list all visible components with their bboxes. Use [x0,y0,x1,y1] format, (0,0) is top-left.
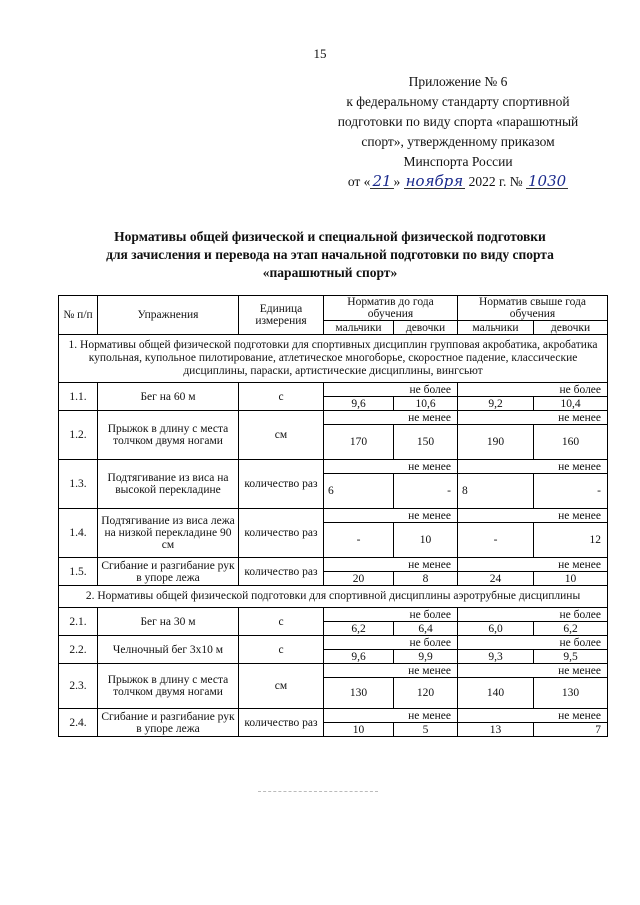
row-num: 1.1. [59,383,98,411]
row-unit: количество раз [239,558,324,586]
row-exercise: Прыжок в длину с места толчком двумя ногами [98,664,239,709]
row-condition: не менее [324,509,458,523]
title-line: для зачисления и перевода на этап начальной подготовки по виду спорта [106,247,554,262]
row-exercise: Прыжок в длину с места толчком двумя ногами [98,411,239,460]
row-num: 1.2. [59,411,98,460]
table-row [59,709,608,723]
row-condition: не более [458,383,608,397]
appendix-line: к федеральному стандарту спортивной [346,94,570,109]
value-girls: 10,4 [534,397,608,411]
row-condition: не менее [458,460,608,474]
value-girls: 130 [534,678,608,709]
row-exercise: Подтягивание из виса лежа на низкой перекладине 90 см [98,509,239,558]
header-boys: мальчики [458,321,534,335]
row-condition: не менее [324,558,458,572]
row-condition: не менее [458,664,608,678]
row-exercise: Челночный бег 3х10 м [98,636,239,664]
row-num: 2.4. [59,709,98,737]
header-boys: мальчики [324,321,394,335]
row-num: 1.3. [59,460,98,509]
value-boys: 24 [458,572,534,586]
value-girls: 9,9 [394,650,458,664]
row-unit: см [239,411,324,460]
value-girls: 7 [534,723,608,737]
value-boys: - [324,523,394,558]
row-condition: не менее [324,709,458,723]
value-boys: 190 [458,425,534,460]
title-line: «парашютный спорт» [262,265,398,280]
handwritten-month: ноября [405,172,464,190]
value-girls: 120 [394,678,458,709]
header-norm-up-to-year: Норматив до года обучения [324,296,458,321]
row-condition: не менее [458,709,608,723]
row-condition: не более [324,636,458,650]
section-1-title: 1. Нормативы общей физической подготовки для спортивных дисциплин групповая акробатика, акробатика купольная, купольное пилотирование, атлетическое многоборье, скоростное падение, классические дисциплины, параски, артистические дисциплины, вингсьют [59,335,608,383]
value-girls: 160 [534,425,608,460]
row-unit: количество раз [239,460,324,509]
value-boys: 9,6 [324,397,394,411]
value-boys: 9,2 [458,397,534,411]
handwritten-day: 21 [372,172,392,190]
section-row [59,586,608,608]
row-condition: не более [324,383,458,397]
table-row [59,411,608,425]
row-condition: не более [458,608,608,622]
value-girls: 6,4 [394,622,458,636]
date-mid: » [393,174,404,189]
date-prefix: от « [347,174,371,189]
appendix-line: спорт», утвержденному приказом [361,134,555,149]
value-boys: 6,0 [458,622,534,636]
appendix-title: Приложение № 6 [408,74,508,89]
header-unit: Единица измерения [239,296,324,335]
value-girls: 5 [394,723,458,737]
appendix-line: подготовки по виду спорта «парашютный [337,114,579,129]
value-boys: 10 [324,723,394,737]
table-row [59,509,608,523]
row-num: 1.4. [59,509,98,558]
row-condition: не более [324,608,458,622]
value-girls: 8 [394,572,458,586]
value-boys: 9,6 [324,650,394,664]
value-girls: 10 [534,572,608,586]
header-norm-over-year: Норматив свыше года обучения [458,296,608,321]
row-unit: с [239,383,324,411]
value-boys: 13 [458,723,534,737]
value-girls: 9,5 [534,650,608,664]
divider [258,791,378,792]
row-condition: не менее [458,558,608,572]
row-exercise: Бег на 60 м [98,383,239,411]
row-exercise: Подтягивание из виса на высокой перекладине [98,460,239,509]
row-condition: не менее [458,509,608,523]
value-girls: 12 [534,523,608,558]
document-title [60,228,600,282]
table-row [59,664,608,678]
page-number: 15 [313,46,327,61]
row-unit: количество раз [239,709,324,737]
row-num: 2.1. [59,608,98,636]
value-girls: 150 [394,425,458,460]
row-condition: не менее [458,411,608,425]
value-girls: - [534,474,608,509]
row-num: 1.5. [59,558,98,586]
row-exercise: Сгибание и разгибание рук в упоре лежа [98,558,239,586]
section-2-title: 2. Нормативы общей физической подготовки для спортивной дисциплины аэротрубные дисциплины [59,586,608,608]
header-num: № п/п [59,296,98,335]
row-unit: с [239,608,324,636]
value-boys: 6,2 [324,622,394,636]
row-num: 2.2. [59,636,98,664]
year-text: 2022 г. № [465,174,526,189]
row-num: 2.3. [59,664,98,709]
header-exercise: Упражнения [98,296,239,335]
row-unit: см [239,664,324,709]
value-boys: 140 [458,678,534,709]
row-condition: не менее [324,411,458,425]
row-unit: количество раз [239,509,324,558]
value-girls: 10,6 [394,397,458,411]
table-row [59,460,608,474]
table-row [59,383,608,397]
table-row [59,608,608,622]
value-boys: 130 [324,678,394,709]
value-boys: - [458,523,534,558]
row-unit: с [239,636,324,664]
header-girls: девочки [534,321,608,335]
norms-table [58,295,608,737]
handwritten-number: 1030 [527,172,567,190]
value-girls: 6,2 [534,622,608,636]
row-condition: не менее [324,460,458,474]
table-row [59,636,608,650]
table-row [59,558,608,572]
value-girls: 10 [394,523,458,558]
value-boys: 9,3 [458,650,534,664]
row-exercise: Сгибание и разгибание рук в упоре лежа [98,709,239,737]
value-boys: 8 [458,474,534,509]
value-boys: 20 [324,572,394,586]
row-exercise: Бег на 30 м [98,608,239,636]
header-girls: девочки [394,321,458,335]
table-header-row [59,296,608,321]
row-condition: не менее [324,664,458,678]
value-boys: 6 [324,474,394,509]
row-condition: не более [458,636,608,650]
appendix-header [318,72,598,192]
order-date-line [318,172,598,192]
title-line: Нормативы общей физической и специальной физической подготовки [114,229,546,244]
appendix-line: Минспорта России [403,154,513,169]
section-row [59,335,608,383]
value-girls: - [394,474,458,509]
value-boys: 170 [324,425,394,460]
